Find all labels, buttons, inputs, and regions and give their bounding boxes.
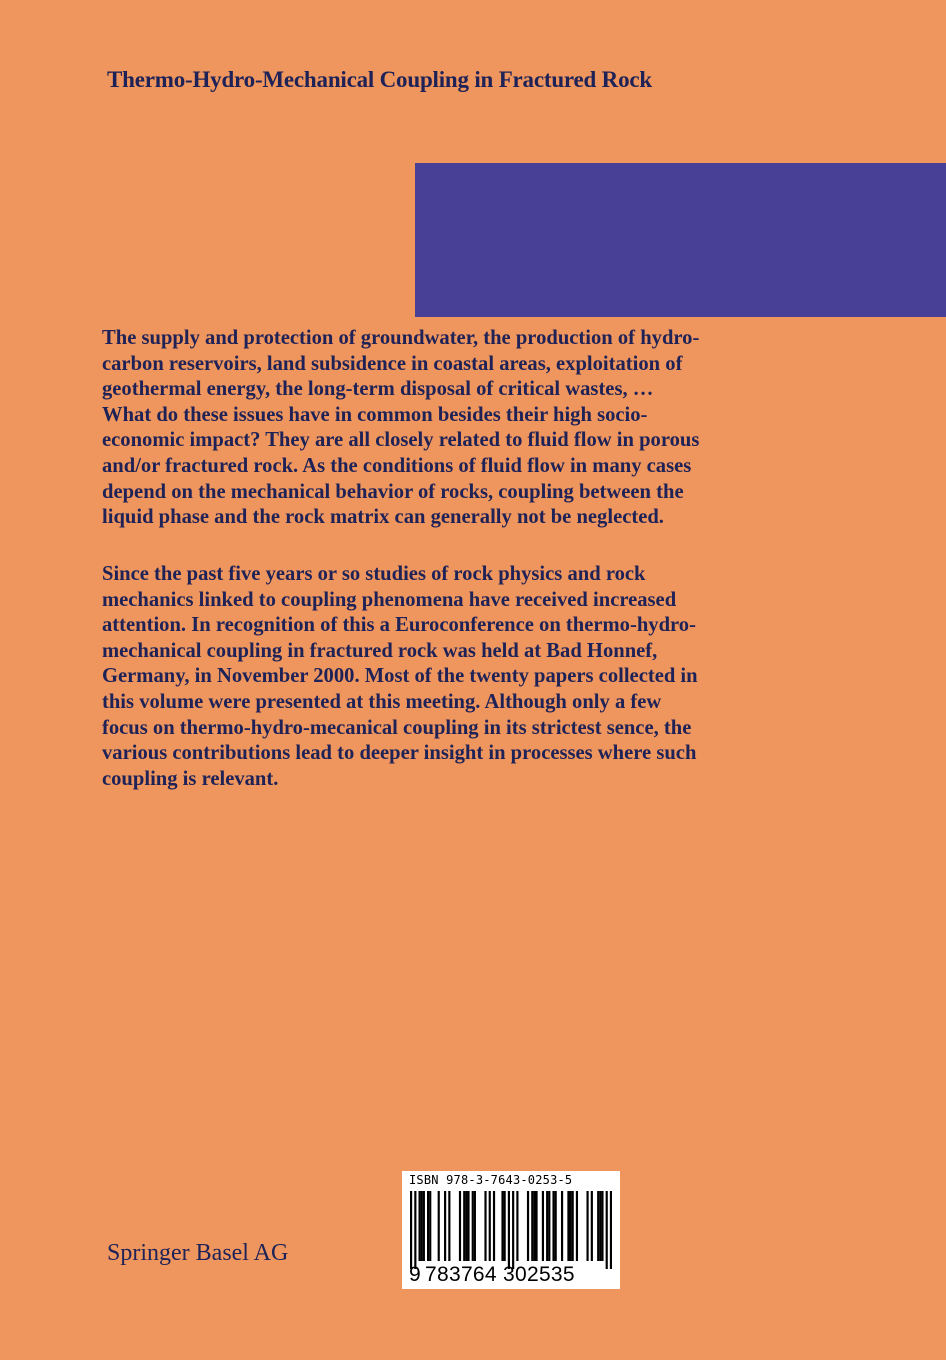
barcode-bar — [572, 1191, 574, 1261]
barcode-bar — [599, 1191, 601, 1261]
barcode-bar — [597, 1191, 599, 1261]
blurb-line: Since the past five years or so studies of rock physics and rock — [102, 563, 646, 585]
barcode-bar — [504, 1191, 506, 1261]
barcode-bar — [567, 1191, 569, 1261]
barcode-bar — [552, 1191, 554, 1261]
barcode-bar — [576, 1191, 578, 1261]
barcode-bar — [421, 1191, 423, 1261]
blurb-line: mechanical coupling in fractured rock was held at Bad Honnef, — [102, 639, 658, 662]
blurb-line: What do these issues have in common besides their high socio- — [102, 403, 648, 426]
blurb-line: mechanics linked to coupling phenomena have received increased — [102, 588, 677, 611]
barcode-bar — [463, 1191, 465, 1261]
barcode-bar — [448, 1191, 450, 1261]
barcode-bar — [489, 1191, 491, 1261]
blurb-line: coupling is relevant. — [102, 767, 279, 790]
publisher-name: Springer Basel AG — [107, 1240, 289, 1266]
barcode-bars — [410, 1191, 612, 1269]
barcode-bar — [610, 1191, 612, 1269]
blurb-line: carbon reservoirs, land subsidence in coastal areas, exploitation of — [102, 352, 683, 375]
blurb-line: attention. In recognition of this a Euroconference on thermo-hydro- — [102, 614, 696, 637]
barcode-bar — [569, 1191, 571, 1261]
barcode-bar — [465, 1191, 467, 1261]
barcode-bar — [508, 1191, 510, 1269]
blurb-line: liquid phase and the rock matrix can generally not be neglected. — [102, 506, 664, 529]
isbn-barcode — [402, 1171, 620, 1289]
ean-first-digit: 9 — [409, 1263, 421, 1286]
barcode-bar — [429, 1191, 431, 1261]
isbn-label: ISBN 978-3-7643-0253-5 — [409, 1173, 573, 1187]
barcode-bar — [444, 1191, 446, 1261]
ean-rest-digits: 783764 302535 — [425, 1263, 575, 1286]
accent-color-block — [415, 163, 946, 317]
barcode-bar — [474, 1191, 476, 1261]
barcode-bar — [548, 1191, 550, 1261]
barcode-bar — [546, 1191, 548, 1261]
blurb-line: depend on the mechanical behavior of rocks, coupling between the — [102, 480, 684, 503]
blurb-line: The supply and protection of groundwater, the production of hydro- — [102, 327, 700, 349]
blurb-line: focus on thermo-hydro-mecanical coupling in its strictest sence, the — [102, 716, 692, 739]
barcode-bar — [606, 1191, 608, 1269]
barcode-bar — [484, 1191, 486, 1261]
barcode-bar — [533, 1191, 535, 1261]
barcode-bar — [555, 1191, 557, 1261]
blurb-paragraph-1 — [102, 326, 802, 531]
barcode-bar — [419, 1191, 421, 1261]
blurb-line: Germany, in November 2000. Most of the twenty papers collected in — [102, 665, 698, 688]
barcode-bar — [410, 1191, 412, 1269]
barcode-bar — [512, 1191, 514, 1269]
barcode-bar — [535, 1191, 537, 1261]
barcode-bar — [516, 1191, 518, 1261]
blurb-line: and/or fractured rock. As the conditions of fluid flow in many cases — [102, 454, 692, 477]
barcode-bar — [601, 1191, 603, 1261]
barcode-bar — [531, 1191, 533, 1261]
barcode-bar — [427, 1191, 429, 1261]
blurb-line: economic impact? They are all closely related to fluid flow in porous — [102, 429, 700, 452]
barcode-bar — [561, 1191, 563, 1261]
blurb-paragraph-2 — [102, 562, 802, 792]
barcode-bar — [459, 1191, 461, 1261]
blurb-line: various contributions lead to deeper insight in processes where such — [102, 742, 697, 765]
barcode-bar — [542, 1191, 544, 1261]
book-title: Thermo-Hydro-Mechanical Coupling in Fractured Rock — [107, 67, 652, 92]
barcode-bar — [414, 1191, 416, 1269]
barcode-bar — [493, 1191, 495, 1261]
barcode-bar — [423, 1191, 425, 1261]
blurb-line: geothermal energy, the long-term disposal of critical wastes, … — [102, 378, 654, 401]
barcode-bar — [472, 1191, 474, 1261]
barcode-bar — [591, 1191, 593, 1261]
barcode-bar — [501, 1191, 503, 1261]
barcode-bar — [586, 1191, 588, 1261]
barcode-bar — [527, 1191, 529, 1261]
barcode-bar — [467, 1191, 469, 1261]
barcode-bar — [438, 1191, 440, 1261]
blurb-line: this volume were presented at this meeting. Although only a few — [102, 690, 662, 713]
